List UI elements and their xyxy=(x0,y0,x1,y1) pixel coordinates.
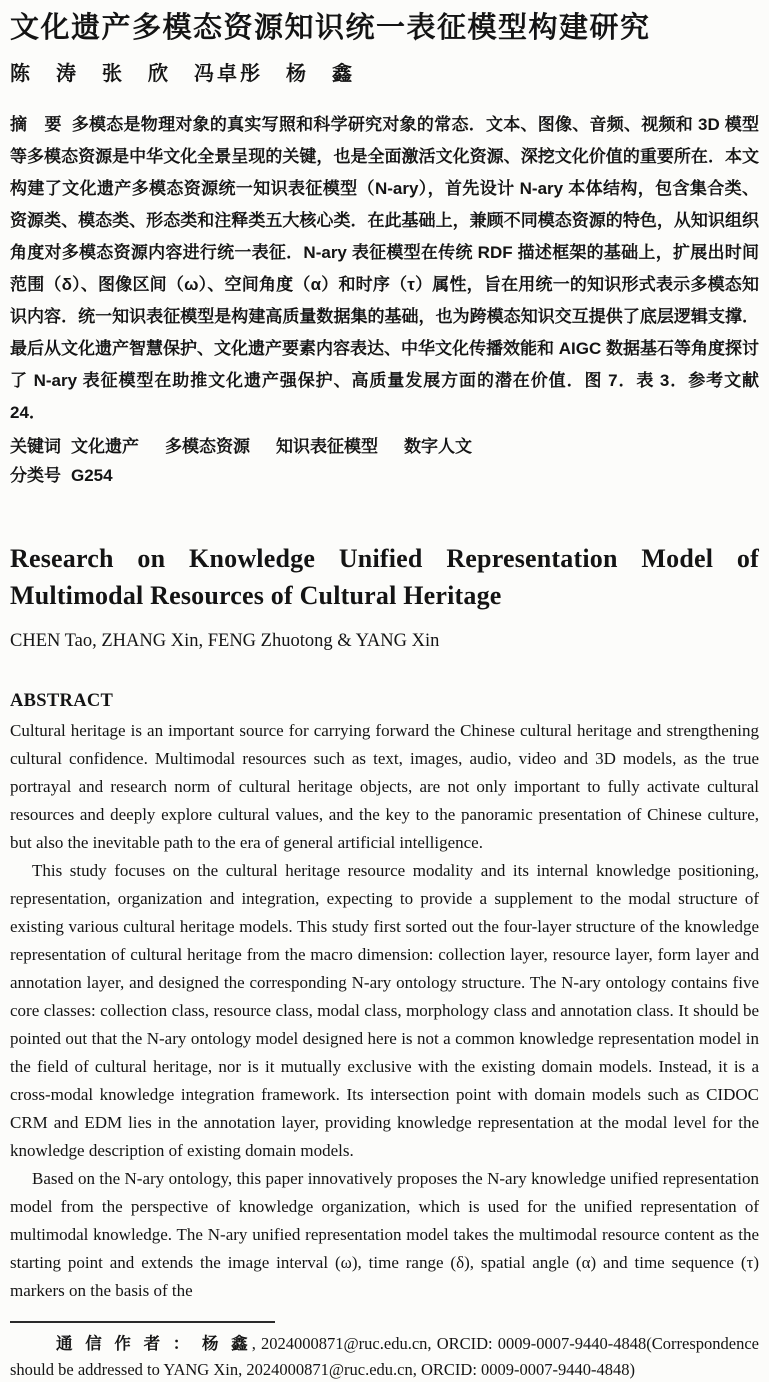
keyword-item: 数字人文 xyxy=(404,437,472,456)
abstract-zh xyxy=(10,109,759,429)
classification-code: G254 xyxy=(71,466,113,485)
abstract-text-zh: 多模态是物理对象的真实写照和科学研究对象的常态．文本、图像、音频、视频和 3D 模型等多模态资源是中华文化全景呈现的关键，也是全面激活文化资源、深挖文化价值的重要所在．本文构建了文化遗产多模态资源统一知识表征模型（N-ary），首先设计 N-ary 本体结构，包含集合类、资源类、模态类、形态类和注释类五大核心类．在此基础上，兼顾不同模态资源的特色，从知识组织角度对多模态资源内容进行统一表征．N-ary 表征模型在传统 RDF 描述框架的基础上，扩展出时间范围（δ）、图像区间（ω）、空间角度（α）和时序（τ）属性，旨在用统一的知识形式表示多模态知识内容．统一知识表征模型是构建高质量数据集的基础，也为跨模态知识交互提供了底层逻辑支撑．最后从文化遗产智慧保护、文化遗产要素内容表达、中华文化传播效能和 AIGC 数据基石等角度探讨了 N-ary 表征模型在助推文化遗产强保护、高质量发展方面的潜在价值．图 7．表 3．参考文献 24． xyxy=(10,115,759,422)
paper-title-en: Research on Knowledge Unified Representation Model of Multimodal Resources of Cultural Heritage xyxy=(10,544,759,610)
keywords-row xyxy=(10,432,759,461)
correspondence-footnote xyxy=(10,1331,759,1382)
abstract-paragraph: This study focuses on the cultural heritage resource modality and its internal knowledge positioning, representation, organization and integration, expecting to provide a supplement to the modal structure of existing various cultural heritage models. This study first sorted out the four-layer structure of the knowledge representation of cultural heritage from the macro dimension: collection layer, resource layer, form layer and annotation layer, and designed the corresponding N-ary ontology structure. The N-ary ontology contains five core classes: collection class, resource class, modal class, morphology class and annotation class. It should be pointed out that the N-ary ontology model designed here is not a common knowledge representation model in the field of cultural heritage, nor is it mutually exclusive with the existing domain models. Instead, it is a cross-modal knowledge integration framework. Its intersection point with domain models such as CIDOC CRM and EDM lies in the annotation layer, providing knowledge representation at the modal level for the knowledge description of existing domain models. xyxy=(10,861,759,1160)
keyword-item: 知识表征模型 xyxy=(276,437,378,456)
abstract-label-zh: 摘 要 xyxy=(10,115,62,134)
paper-title-zh: 文化遗产多模态资源知识统一表征模型构建研究 xyxy=(10,12,651,44)
authors-en: CHEN Tao, ZHANG Xin, FENG Zhuotong & YANG Xin xyxy=(10,631,440,651)
classification-row xyxy=(10,461,759,490)
keywords-label: 关键词 xyxy=(10,437,61,456)
correspondence-text: , 2024000871@ruc.edu.cn, ORCID: 0009-0007-9440-4848(Correspondence should be addressed to YANG Xin, 2024000871@ruc.edu.cn, ORCID: 0009-0007-9440-4848) xyxy=(10,1334,759,1379)
abstract-heading-en: ABSTRACT xyxy=(10,691,114,711)
footnote-divider xyxy=(10,1321,275,1323)
abstract-paragraph: Cultural heritage is an important source for carrying forward the Chinese cultural heritage and strengthening cultural confidence. Multimodal resources such as text, images, audio, video and 3D models, as the true portrayal and research norm of cultural heritage objects, are not only important to fully activate cultural resources and deeply explore cultural values, and the key to the panoramic presentation of Chinese culture, but also the inevitable path to the era of general artificial intelligence. xyxy=(10,721,759,852)
classification-label: 分类号 xyxy=(10,466,61,485)
abstract-paragraph: Based on the N-ary ontology, this paper innovatively proposes the N-ary knowledge unified representation model from the perspective of knowledge organization, which is used for the unified representation of multimodal knowledge. The N-ary unified representation model takes the multimodal resource content as the starting point and extends the image interval (ω), time range (δ), spatial angle (α) and time sequence (τ) markers on the basis of the xyxy=(10,1169,759,1300)
authors-zh: 陈 涛 张 欣 冯卓彤 杨 鑫 xyxy=(10,63,355,85)
correspondence-label: 通 信 作 者 ： 杨 鑫 xyxy=(56,1335,252,1353)
keyword-item: 文化遗产 xyxy=(71,437,139,456)
keyword-item: 多模态资源 xyxy=(165,437,250,456)
